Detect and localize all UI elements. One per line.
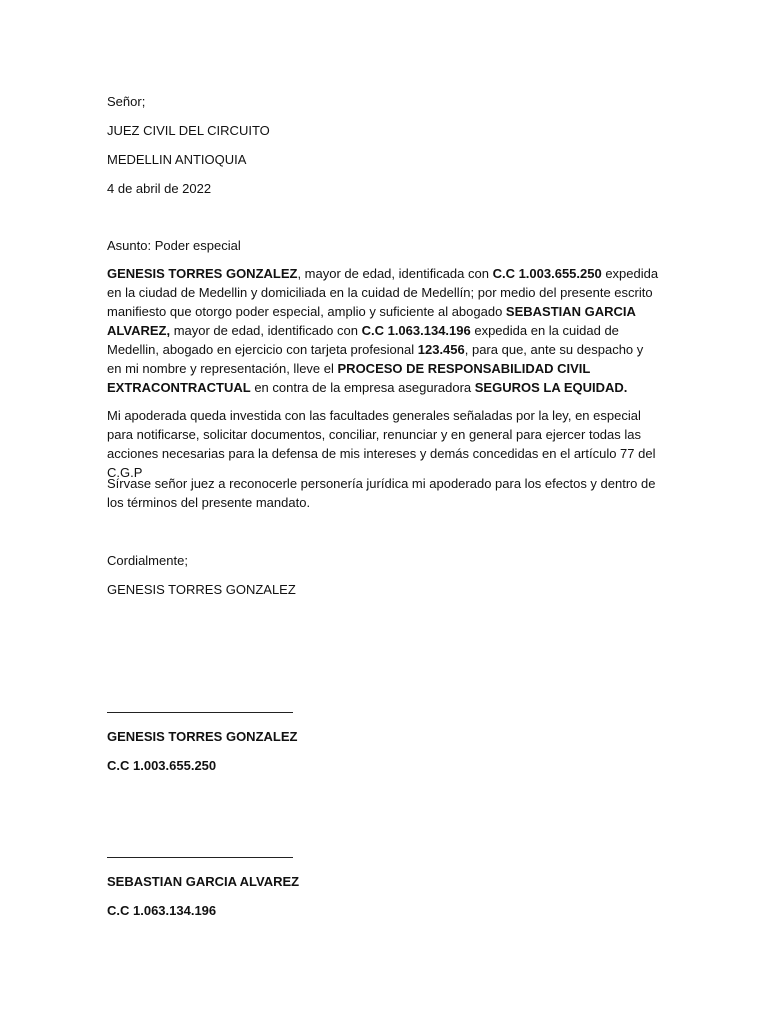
subject-line bbox=[107, 236, 241, 255]
attorney-name: SEBASTIAN GARCIA ALVAREZ, bbox=[107, 304, 636, 338]
process-name: PROCESO DE RESPONSABILIDAD CIVIL EXTRACONTRACTUAL bbox=[107, 361, 591, 395]
signature-line-1 bbox=[107, 712, 293, 713]
body-text: , mayor de edad, identificada con bbox=[297, 266, 493, 281]
signature-line-2 bbox=[107, 857, 293, 858]
letter-date: 4 de abril de 2022 bbox=[107, 181, 212, 196]
closing-name: GENESIS TORRES GONZALEZ bbox=[107, 582, 296, 597]
closing: Cordialmente; bbox=[107, 553, 188, 568]
subject-label: Asunto: bbox=[107, 238, 152, 253]
insurer-name: SEGUROS LA EQUIDAD. bbox=[474, 380, 628, 395]
body-text: en contra de la empresa aseguradora bbox=[250, 380, 475, 395]
body-text: expedida en la ciudad de Medellin y domiciliada en la cuidad de Medellín; por medio del presente escrito manifiesto que otorgo poder especial, amplio y suficiente al abogado bbox=[107, 266, 659, 319]
body-text: expedida en la cuidad de Medellin, abogado en ejercicio con tarjeta profesional bbox=[107, 323, 619, 357]
body-paragraph-1 bbox=[107, 264, 659, 397]
body-text: mayor de edad, identificado con bbox=[170, 323, 362, 338]
signature-1-id: C.C 1.003.655.250 bbox=[107, 758, 217, 773]
subject-value: Poder especial bbox=[151, 238, 241, 253]
signature-2-id: C.C 1.063.134.196 bbox=[107, 903, 217, 918]
grantor-id: C.C 1.003.655.250 bbox=[492, 266, 602, 281]
signature-2-name: SEBASTIAN GARCIA ALVAREZ bbox=[107, 874, 300, 889]
attorney-id: C.C 1.063.134.196 bbox=[361, 323, 471, 338]
recipient-location: MEDELLIN ANTIOQUIA bbox=[107, 152, 247, 167]
salutation: Señor; bbox=[107, 94, 146, 109]
body-paragraph-3: Sírvase señor juez a reconocerle personería jurídica mi apoderado para los efectos y dentro de los términos del presente mandato. bbox=[107, 476, 656, 510]
body-paragraph-2: Mi apoderada queda investida con las facultades generales señaladas por la ley, en especial para notificarse, solicitar documentos, conciliar, renunciar y en general para ejercer todas las acciones necesarias para la defensa de mis intereses y demás concedidas en el artículo 77 del C.G.P bbox=[107, 408, 656, 480]
body-text: , para que, ante su despacho y en mi nombre y representación, lleve el bbox=[107, 342, 644, 376]
signature-1-name: GENESIS TORRES GONZALEZ bbox=[107, 729, 298, 744]
recipient-title: JUEZ CIVIL DEL CIRCUITO bbox=[107, 123, 270, 138]
professional-card: 123.456 bbox=[417, 342, 465, 357]
grantor-name: GENESIS TORRES GONZALEZ bbox=[107, 266, 298, 281]
